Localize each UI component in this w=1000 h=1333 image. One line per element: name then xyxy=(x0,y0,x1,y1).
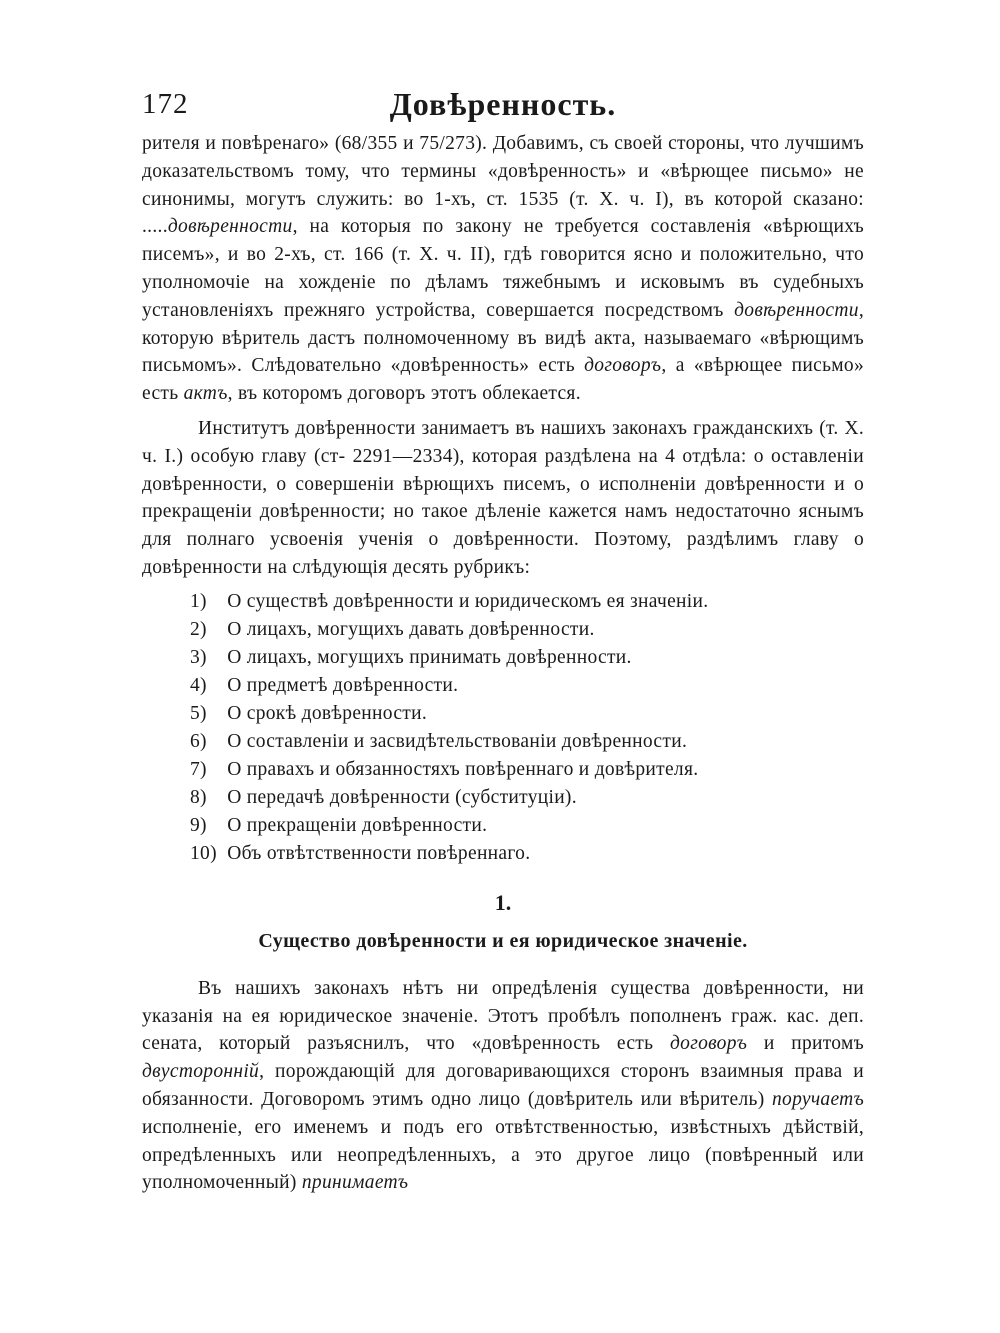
rubric-text: О передачѣ довѣренности (субституціи). xyxy=(227,786,577,808)
rubric-number: 10) xyxy=(190,842,217,864)
rubric-text: О лицахъ, могущихъ принимать довѣренности. xyxy=(227,646,632,668)
paragraph3-text-3: , порождающій для договаривающихся сторонъ взаимныя права и обязанности. Договоромъ этимъ одно лицо (довѣритель или вѣритель) xyxy=(142,1061,864,1110)
list-item xyxy=(190,756,864,784)
paragraph3-emphasis-2: двусторонній xyxy=(142,1061,260,1083)
paragraph1-emphasis-3: договоръ xyxy=(584,355,662,377)
body-text xyxy=(142,130,864,582)
list-item xyxy=(190,840,864,868)
book-page xyxy=(142,78,864,1197)
rubric-number: 1) xyxy=(190,590,207,612)
list-item xyxy=(190,588,864,616)
paragraph3-text-2: и притомъ xyxy=(747,1033,865,1055)
rubric-text: О прекращеніи довѣренности. xyxy=(227,814,488,836)
running-title: Довѣренность. xyxy=(389,86,617,122)
paragraph1-text-3: , которую вѣритель дастъ полномоченному въ видѣ акта, называемаго «вѣрющимъ письмомъ». Слѣдовательно «довѣренность» есть xyxy=(142,299,864,377)
paragraph-definition xyxy=(142,975,864,1197)
list-item xyxy=(190,728,864,756)
list-item xyxy=(190,812,864,840)
list-item xyxy=(190,644,864,672)
rubric-number: 9) xyxy=(190,814,207,836)
rubric-list xyxy=(142,588,864,868)
paragraph1-text-1: рителя и повѣренаго» (68/355 и 75/273). Добавимъ, съ своей стороны, что лучшимъ доказательствомъ тому, что термины «довѣренность» и «вѣрющее письмо» не синонимы, могутъ служить: во 1-хъ, ст. 1535 (т. X. ч. I), въ которой сказано: ..... xyxy=(142,133,864,238)
rubric-number: 7) xyxy=(190,758,207,780)
page-number: 172 xyxy=(142,88,189,120)
rubric-text: О существѣ довѣренности и юридическомъ ея значеніи. xyxy=(227,590,709,612)
rubric-number: 2) xyxy=(190,618,207,640)
rubric-number: 3) xyxy=(190,646,207,668)
rubric-number: 6) xyxy=(190,730,207,752)
rubric-text: О правахъ и обязанностяхъ повѣреннаго и довѣрителя. xyxy=(227,758,699,780)
paragraph3-emphasis-1: договоръ xyxy=(669,1033,748,1055)
paragraph3-emphasis-3: поручаетъ xyxy=(771,1088,864,1110)
paragraph1-emphasis-2: довѣренности xyxy=(734,299,859,321)
rubric-number: 5) xyxy=(190,702,207,724)
rubric-text: О лицахъ, могущихъ давать довѣренности. xyxy=(227,618,595,640)
paragraph-continuation xyxy=(142,130,864,408)
rubric-number: 4) xyxy=(190,674,207,696)
paragraph3-text-4: исполненіе, его именемъ и подъ его отвѣтственностью, извѣстныхъ дѣйствій, опредѣленныхъ или неопредѣленныхъ, а это другое лицо (повѣренный или уполномоченный) xyxy=(142,1116,864,1194)
section-heading: Существо довѣренности и ея юридическое значеніе. xyxy=(258,929,748,952)
paragraph1-emphasis-4: актъ xyxy=(183,383,228,405)
body-text-section xyxy=(142,975,864,1197)
paragraph1-text-4: , а «вѣрющее письмо» есть xyxy=(142,355,864,405)
rubric-text: Объ отвѣтственности повѣреннаго. xyxy=(227,842,531,864)
list-item xyxy=(190,616,864,644)
rubric-number: 8) xyxy=(190,786,207,808)
rubric-text: О срокѣ довѣренности. xyxy=(227,702,428,724)
paragraph1-emphasis-1: довѣренности xyxy=(167,216,293,238)
paragraph3-emphasis-4: принимаетъ xyxy=(301,1172,409,1194)
paragraph3-text-1: Въ нашихъ законахъ нѣтъ ни опредѣленія существа довѣренности, ни указанія на ея юридическое значеніе. Этотъ пробѣлъ пополненъ граж. кас. деп. сената, который разъяснилъ, что «довѣренность есть xyxy=(142,977,864,1055)
paragraph1-text-5: , въ которомъ договоръ этотъ облекается. xyxy=(227,383,581,405)
paragraph1-text-2: , на которыя по закону не требуется составленія «вѣрющихъ писемъ», и во 2-хъ, ст. 166 (т. X. ч. II), гдѣ говорится ясно и положительно, что уполномочіе на хожденіе по дѣламъ тяжебнымъ и исковымъ въ судебныхъ установленіяхъ прежняго устройства, совершается посредствомъ xyxy=(142,216,864,321)
rubric-text: О предметѣ довѣренности. xyxy=(227,674,459,696)
section-number: 1. xyxy=(494,889,512,915)
list-item xyxy=(190,672,864,700)
rubric-text: О составленіи и засвидѣтельствованіи довѣренности. xyxy=(227,730,688,752)
list-item xyxy=(190,700,864,728)
list-item xyxy=(190,784,864,812)
paragraph-institute: Институтъ довѣренности занимаетъ въ нашихъ законахъ гражданскихъ (т. X. ч. I.) особую главу (ст- 2291—2334), которая раздѣлена на 4 отдѣла: о оставленіи довѣренности, о совершеніи вѣрющихъ писемъ, о исполненіи довѣренности и о прекращеніи довѣренности; но такое дѣленіе кажется намъ недостаточно яснымъ для полнаго усвоенія ученія о довѣренности. Поэтому, раздѣлимъ главу о довѣренности на слѣдующія десять рубрикъ: xyxy=(142,417,864,578)
page-header xyxy=(142,78,864,130)
